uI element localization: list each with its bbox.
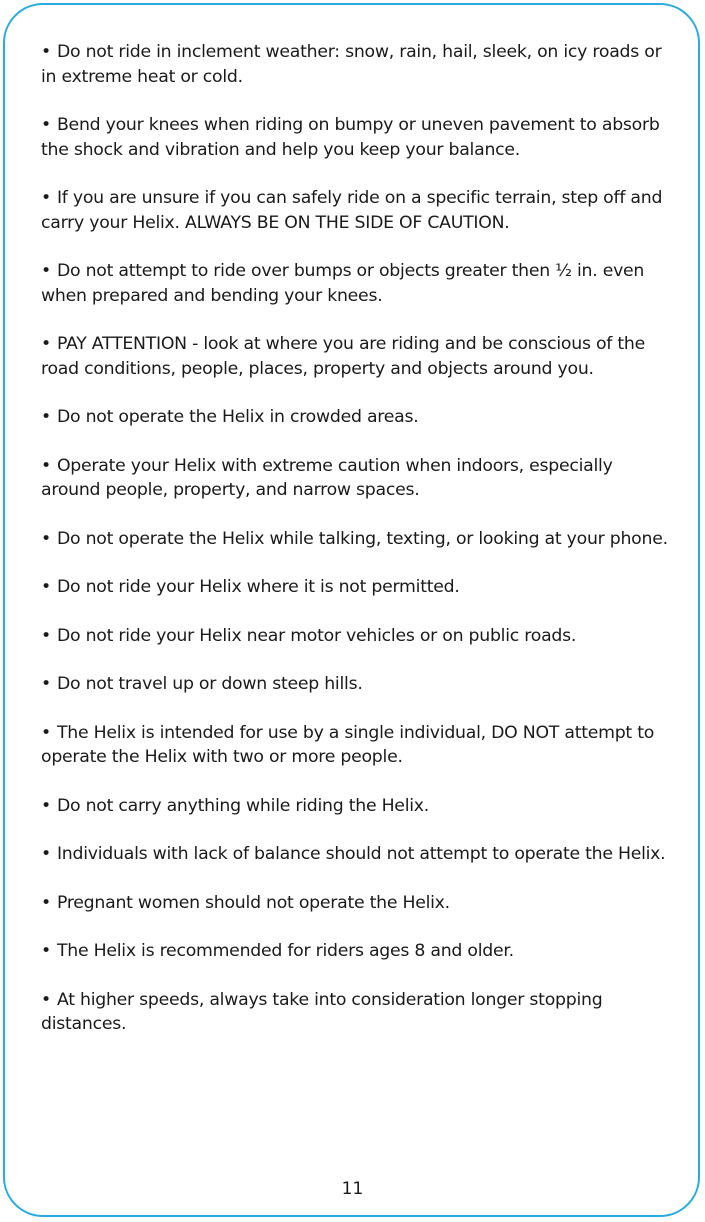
list-item <box>41 794 677 819</box>
bullet: • <box>41 261 51 281</box>
bullet: • <box>41 625 51 646</box>
list-item <box>41 891 677 916</box>
page-number: 11 <box>341 1179 364 1199</box>
list-item <box>41 332 677 381</box>
bullet: • <box>41 407 51 427</box>
list-item-text: Do not travel up or down steep hills. <box>56 674 363 694</box>
list-item-text: PAY ATTENTION - look at where you are riding and be conscious of the road conditions, people, places, property and objects around you. <box>41 334 645 379</box>
list-item <box>41 113 677 162</box>
list-item <box>41 40 677 89</box>
list-item-text: Do not operate the Helix in crowded areas. <box>56 407 419 427</box>
list-item-text: Do not ride your Helix where it is not permitted. <box>56 577 460 597</box>
list-item <box>41 454 677 503</box>
bullet: • <box>41 722 51 743</box>
list-item <box>41 988 677 1037</box>
bullet: • <box>41 989 51 1010</box>
bullet: • <box>41 941 51 961</box>
bullet: • <box>41 42 51 62</box>
bullet: • <box>41 577 51 597</box>
bullet: • <box>41 455 51 476</box>
list-item <box>41 527 677 552</box>
list-item-text: Individuals with lack of balance should not attempt to operate the Helix. <box>56 844 666 864</box>
list-item-text: Do not ride in inclement weather: snow, rain, hail, sleek, on icy roads or in extreme heat or cold. <box>41 42 662 87</box>
bullet: • <box>41 115 51 135</box>
list-item <box>41 186 677 235</box>
list-item-text: Pregnant women should not operate the Helix. <box>56 892 450 913</box>
list-item-text: Do not carry anything while riding the Helix. <box>56 795 430 816</box>
list-item <box>41 939 677 964</box>
list-item <box>41 575 677 600</box>
list-item-text: At higher speeds, always take into consideration longer stopping distances. <box>41 989 603 1034</box>
list-item <box>41 721 677 770</box>
list-item-text: The Helix is recommended for riders ages 8 and older. <box>56 941 514 961</box>
list-item-text: The Helix is intended for use by a single individual, DO NOT attempt to operate the Helix with two or more people. <box>41 722 655 767</box>
list-item-text: Operate your Helix with extreme caution when indoors, especially around people, property, and narrow spaces. <box>41 455 613 500</box>
list-item-text: Bend your knees when riding on bumpy or uneven pavement to absorb the shock and vibration and help you keep your balance. <box>41 115 660 160</box>
bullet: • <box>41 334 51 354</box>
list-item <box>41 672 677 697</box>
bullet: • <box>41 188 51 208</box>
bullet: • <box>41 795 51 816</box>
bullet: • <box>41 528 51 549</box>
list-item <box>41 842 677 867</box>
safety-list <box>41 40 677 1061</box>
bullet: • <box>41 844 51 864</box>
list-item-text: Do not operate the Helix while talking, texting, or looking at your phone. <box>56 528 668 549</box>
list-item-text: Do not attempt to ride over bumps or objects greater then ½ in. even when prepared and bending your knees. <box>41 261 645 306</box>
bullet: • <box>41 892 51 913</box>
list-item <box>41 259 677 308</box>
list-item <box>41 624 677 649</box>
bullet: • <box>41 674 51 694</box>
list-item <box>41 405 677 430</box>
list-item-text: If you are unsure if you can safely ride on a specific terrain, step off and carry your Helix. ALWAYS BE ON THE SIDE OF CAUTION. <box>41 188 663 233</box>
list-item-text: Do not ride your Helix near motor vehicles or on public roads. <box>56 625 577 646</box>
